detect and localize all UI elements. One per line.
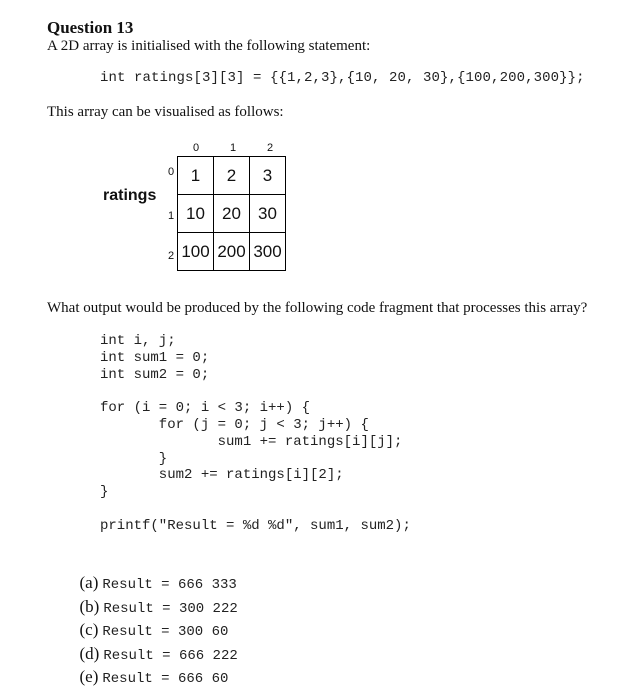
array-label: ratings [103, 187, 157, 204]
option-text: Result = 666 333 [102, 577, 237, 593]
grid-cell: 100 [178, 233, 214, 271]
code-line: int sum2 = 0; [100, 367, 210, 383]
option-text: Result = 300 222 [103, 601, 238, 617]
code-line: sum1 += ratings[i][j]; [100, 434, 403, 450]
code-line: int i, j; [100, 333, 176, 349]
code-line: sum2 += ratings[i][2]; [100, 467, 344, 483]
grid-cell: 30 [250, 195, 286, 233]
array-grid [177, 156, 286, 271]
option-letter: (b) [79, 597, 100, 616]
grid-row [178, 157, 286, 195]
array-declaration: int ratings[3][3] = {{1,2,3},{10, 20, 30},{100,200,300}}; [100, 70, 585, 86]
row-index: 1 [167, 210, 175, 222]
grid-cell: 2 [214, 157, 250, 195]
grid-row [178, 195, 286, 233]
option-letter: (e) [79, 667, 99, 686]
grid-row [178, 233, 286, 271]
code-line: printf("Result = %d %d", sum1, sum2); [100, 518, 411, 534]
code-line: for (i = 0; i < 3; i++) { [100, 400, 311, 416]
column-index: 2 [266, 142, 274, 154]
option-text: Result = 666 60 [102, 671, 229, 687]
grid-cell: 1 [178, 157, 214, 195]
grid-cell: 3 [250, 157, 286, 195]
grid-cell: 20 [214, 195, 250, 233]
option-text: Result = 666 222 [103, 648, 238, 664]
code-line: } [100, 484, 109, 500]
column-index: 1 [229, 142, 237, 154]
option-letter: (a) [79, 573, 99, 592]
visualise-text: This array can be visualised as follows: [47, 104, 284, 120]
grid-cell: 10 [178, 195, 214, 233]
question-title: Question 13 [47, 18, 134, 37]
row-index: 2 [167, 250, 175, 262]
row-index: 0 [167, 166, 175, 178]
grid-cell: 300 [250, 233, 286, 271]
option-letter: (d) [79, 644, 100, 663]
grid-cell: 200 [214, 233, 250, 271]
answer-option-e[interactable] [72, 650, 228, 687]
question-prompt: What output would be produced by the following code fragment that processes this array? [47, 300, 588, 316]
option-letter: (c) [79, 620, 99, 639]
code-line: int sum1 = 0; [100, 350, 210, 366]
option-text: Result = 300 60 [102, 624, 229, 640]
intro-text: A 2D array is initialised with the following statement: [47, 38, 371, 54]
column-index: 0 [192, 142, 200, 154]
code-line: for (j = 0; j < 3; j++) { [100, 417, 369, 433]
code-line: } [100, 451, 168, 467]
